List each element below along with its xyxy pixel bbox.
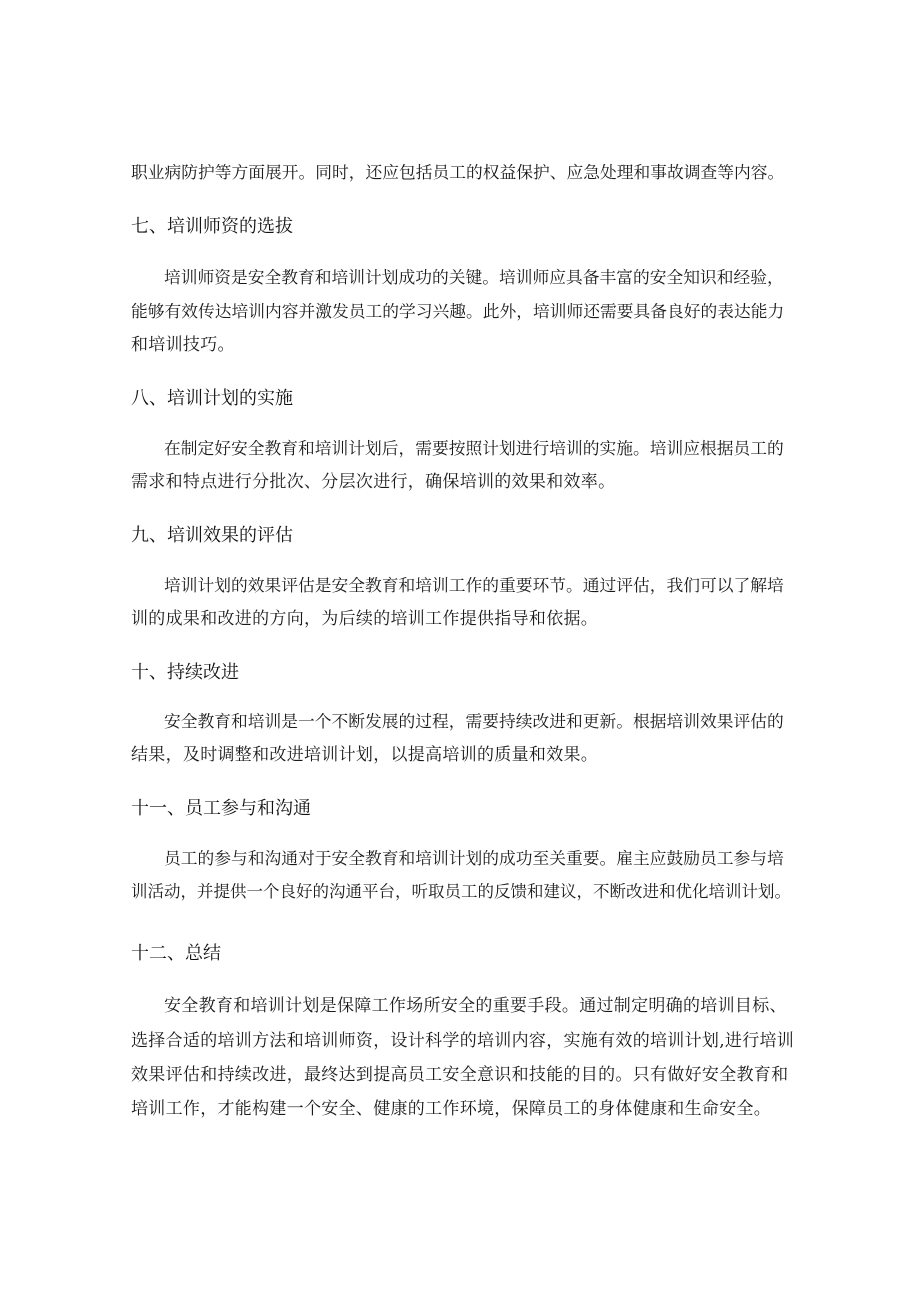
section-11-line-2: 训活动，并提供一个良好的沟通平台，听取员工的反馈和建议，不断改进和优化培训计划。 [131, 882, 791, 901]
section-10-line-1: 安全教育和培训是一个不断发展的过程，需要持续改进和更新。根据培训效果评估的 [164, 711, 784, 731]
section-12-line-4: 培训工作，才能构建一个安全、健康的工作环境，保障员工的身体健康和生命安全。 [131, 1099, 772, 1119]
section-10-heading: 十、持续改进 [131, 662, 239, 683]
section-12-line-1: 安全教育和培训计划是保障工作场所安全的重要手段。通过制定明确的培训目标、 [164, 996, 787, 1016]
section-8-line-2: 需求和特点进行分批次、分层次进行，确保培训的效果和效率。 [131, 472, 616, 492]
section-8-heading: 八、培训计划的实施 [131, 388, 293, 409]
section-12-heading: 十二、总结 [131, 943, 221, 964]
section-9-line-2: 训的成果和改进的方向，为后续的培训工作提供指导和依据。 [131, 609, 599, 629]
section-10-line-2: 结果，及时调整和改进培训计划，以提高培训的质量和效果。 [131, 745, 599, 765]
section-7-line-1: 培训师资是安全教育和培训计划成功的关键。培训师应具备丰富的安全知识和经验， [164, 267, 784, 287]
section-12-line-2: 选择合适的培训方法和培训师资，设计科学的培训内容，实施有效的培训计划,进行培训 [131, 1031, 795, 1051]
section-12-line-3: 效果评估和持续改进，最终达到提高员工安全意识和技能的目的。只有做好安全教育和 [131, 1065, 789, 1085]
section-9-heading: 九、培训效果的评估 [131, 525, 293, 546]
section-11-line-1: 员工的参与和沟通对于安全教育和培训计划的成功至关重要。雇主应鼓励员工参与培 [164, 848, 784, 868]
section-9-line-1: 培训计划的效果评估是安全教育和培训工作的重要环节。通过评估，我们可以了解培 [164, 575, 784, 595]
section-7-line-3: 和培训技巧。 [131, 335, 235, 355]
section-7-heading: 七、培训师资的选拔 [131, 216, 293, 237]
intro-line-1: 职业病防护等方面展开。同时，还应包括员工的权益保护、应急处理和事故调查等内容。 [131, 162, 785, 182]
section-11-heading: 十一、员工参与和沟通 [131, 798, 311, 819]
section-8-line-1: 在制定好安全教育和培训计划后，需要按照计划进行培训的实施。培训应根据员工的 [164, 438, 784, 458]
section-7-line-2: 能够有效传达培训内容并激发员工的学习兴趣。此外，培训师还需要具备良好的表达能力 [131, 301, 785, 321]
